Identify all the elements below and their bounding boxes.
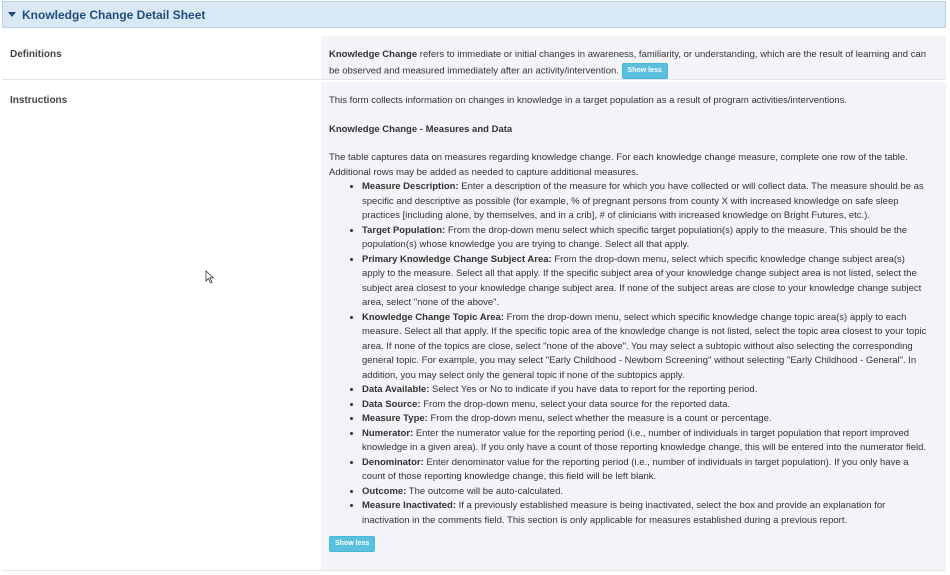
definitions-text — [329, 48, 928, 79]
list-item-text: From the drop-down menu select which specific target population(s) apply to the measure. This should be the population(s) whose knowledge you are trying to change. Select all that apply. — [362, 224, 908, 250]
list-item-term: Target Population: — [362, 224, 446, 236]
definitions-show-less-button[interactable]: Show less — [622, 63, 668, 79]
list-item — [362, 499, 928, 528]
list-item-term: Denominator: — [362, 456, 424, 468]
list-item — [362, 427, 928, 456]
definitions-row — [2, 36, 946, 80]
list-item-text: Enter the numerator value for the reporting period (i.e., number of individuals in target population that report improved knowledge in a given area). If you only have a count of those reporting knowledge change, this will be entered into the numerator field. — [362, 427, 927, 453]
definitions-label: Definitions — [10, 49, 62, 60]
list-item — [362, 412, 928, 427]
list-item-text: The outcome will be auto-calculated. — [406, 485, 564, 497]
list-item — [362, 383, 928, 398]
instructions-subhead: Knowledge Change - Measures and Data — [329, 123, 513, 135]
list-item-text: If a previously established measure is being inactivated, select the box and provide an explanation for inactivation in the comments field. This section is only applicable for measures established during a previous report. — [362, 500, 886, 526]
list-item-term: Measure Type: — [362, 413, 428, 424]
instructions-label: Instructions — [10, 95, 68, 106]
list-item-text: From the drop-down menu, select which specific knowledge change topic area(s) apply to each measure. Select all that apply. If the specific topic area of the knowledge change is not listed, select the topic area closest to your topic area. If none of the topics are close, select "none of the above". You may select a subtopic without also selecting the corresponding general topic. For example, you may select "Early Childhood - Newborn Screening" without selecting "Early Childhood - General". In addition, you may select only the general topic if none of the subtopics apply. — [362, 311, 927, 381]
list-item — [362, 456, 928, 485]
list-item — [362, 311, 928, 384]
list-item-term: Primary Knowledge Change Subject Area: — [362, 253, 552, 265]
instructions-list — [329, 180, 928, 528]
instructions-intro: This form collects information on changes in knowledge in a target population as a result of program activities/interventions. — [329, 95, 848, 106]
definitions-body: refers to immediate or initial changes in awareness, familiarity, or understanding, which are the result of learning and can be observed and measured immediately after an activity/intervention. — [329, 49, 927, 77]
list-item-term: Knowledge Change Topic Area: — [362, 311, 504, 323]
caret-down-icon[interactable] — [8, 12, 16, 17]
list-item-text: From the drop-down menu, select your data source for the reported data. — [420, 398, 731, 410]
definitions-term: Knowledge Change — [329, 49, 418, 60]
list-item-term: Measure Inactivated: — [362, 500, 456, 511]
mouse-cursor-icon — [205, 270, 215, 284]
section-title: Knowledge Change Detail Sheet — [22, 7, 206, 22]
list-item — [362, 253, 928, 311]
list-item-term: Numerator: — [362, 427, 414, 439]
list-item-text: Select Yes or No to indicate if you have data to report for the reporting period. — [429, 384, 758, 395]
list-item-text: From the drop-down menu, select which specific knowledge change subject area(s) apply to the measure. Select all that apply. If the specific subject area of your knowledge change subject area is not listed, select the subject area closest to your knowledge change subject area. If none of the subject areas are close to your knowledge change subject area, select "none of the above". — [362, 253, 922, 308]
list-item-term: Data Available: — [362, 384, 430, 395]
list-item-term: Data Source: — [362, 398, 421, 410]
instructions-content — [321, 82, 946, 570]
list-item — [362, 398, 928, 413]
list-item-term: Outcome: — [362, 485, 407, 497]
list-item — [362, 180, 928, 224]
list-item — [362, 224, 928, 253]
list-item-text: Enter a description of the measure for which you have collected or will collect data. The measure should be as specific and descriptive as possible (for example, % of pregnant persons from county X with increased knowledge on safe sleep practices [including alone, by themselves, and in a crib], # of clinicians with increased knowledge on Bright Futures, etc.). — [362, 181, 924, 221]
list-item-text: Enter denominator value for the reporting period (i.e., number of individuals in target population). If you only have a count of those reporting knowledge change, this field will be left blank. — [362, 456, 909, 482]
list-item-term: Measure Description: — [362, 181, 459, 192]
instructions-show-less-button[interactable]: Show less — [329, 536, 375, 552]
instructions-paragraph: The table captures data on measures regarding knowledge change. For each knowledge change measure, complete one row of the table. Additional rows may be added as needed to capture additional measures. — [329, 152, 908, 178]
definitions-content — [321, 36, 946, 79]
instructions-row — [2, 82, 946, 571]
list-item-text: From the drop-down menu, select whether the measure is a count or percentage. — [427, 413, 772, 424]
list-item — [362, 485, 928, 500]
section-header[interactable] — [2, 1, 946, 28]
